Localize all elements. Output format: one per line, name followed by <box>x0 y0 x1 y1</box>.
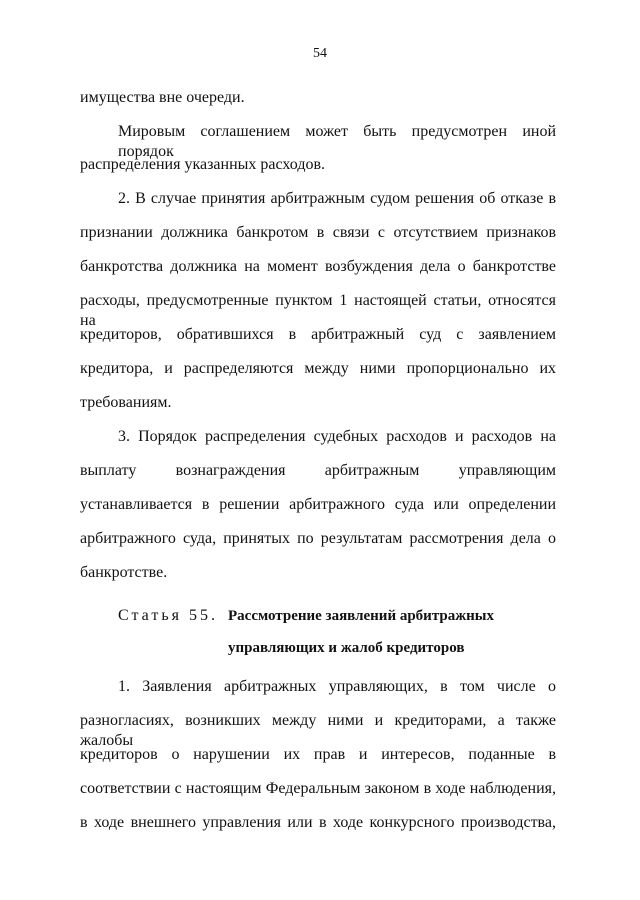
text-line: требованиям. <box>80 394 172 411</box>
article-title-continued: управляющих и жалоб кредиторов <box>228 640 465 656</box>
text-line: разногласиях, возникших между ними и кредиторами, а также жалобы <box>80 712 556 749</box>
text-line: в ходе внешнего управления или в ходе конкурсного производства, <box>80 814 556 831</box>
text-line: расходы, предусмотренные пунктом 1 настоящей статьи, относятся на <box>80 292 556 329</box>
article-title: Рассмотрение заявлений арбитражных <box>228 608 494 624</box>
text-line: выплату вознаграждения арбитражным управляющим <box>80 462 556 479</box>
text-line: 3. Порядок распределения судебных расходов и расходов на <box>118 428 556 445</box>
text-line: банкротстве. <box>80 564 168 581</box>
text-line: 2. В случае принятия арбитражным судом решения об отказе в <box>118 190 556 207</box>
text-line: имущества вне очереди. <box>80 89 245 106</box>
text-line: устанавливается в решении арбитражного суда или определении <box>80 496 556 513</box>
text-line: кредитора, и распределяются между ними пропорционально их <box>80 360 556 377</box>
text-line: признании должника банкротом в связи с отсутствием признаков <box>80 224 556 241</box>
text-line: Мировым соглашением может быть предусмотрен иной порядок <box>118 123 556 160</box>
text-line: арбитражного суда, принятых по результатам рассмотрения дела о <box>80 530 556 547</box>
text-line: распределения указанных расходов. <box>80 156 326 173</box>
page-number: 54 <box>313 46 327 61</box>
article-label: Статья 55. <box>118 607 218 624</box>
text-line: банкротства должника на момент возбуждения дела о банкротстве <box>80 258 556 275</box>
text-line: 1. Заявления арбитражных управляющих, в том числе о <box>118 678 556 695</box>
text-line: кредиторов о нарушении их прав и интересов, поданные в <box>80 746 556 763</box>
text-line: кредиторов, обратившихся в арбитражный суд с заявлением <box>80 326 556 343</box>
text-line: соответствии с настоящим Федеральным законом в ходе наблюдения, <box>80 780 556 797</box>
